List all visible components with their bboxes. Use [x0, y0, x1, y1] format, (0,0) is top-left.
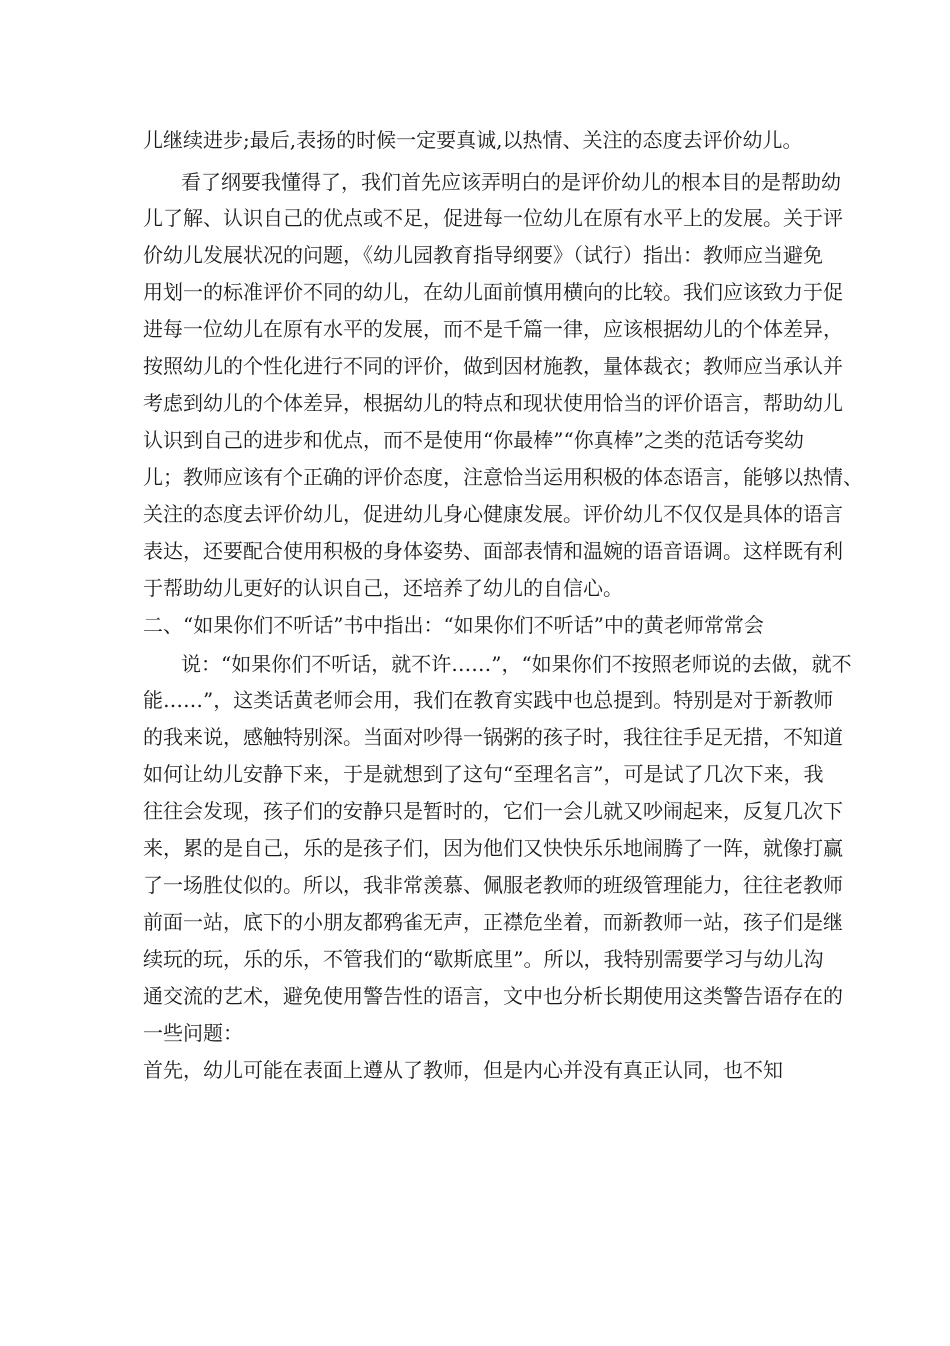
paragraph-line: 于帮助幼儿更好的认识自己，还培养了幼儿的自信心。: [143, 576, 623, 600]
paragraph-line: 前面一站，底下的小朋友都鸦雀无声，正襟危坐着，而新教师一站，孩子们是继: [143, 910, 843, 934]
paragraph-line: 往往会发现，孩子们的安静只是暂时的，它们一会儿就又吵闹起来，反复几次下: [143, 799, 843, 823]
paragraph-line: 儿了解、认识自己的优点或不足，促进每一位幼儿在原有水平上的发展。关于评: [143, 206, 843, 230]
paragraph-line: 进每一位幼儿在原有水平的发展，而不是千篇一律，应该根据幼儿的个体差异，: [143, 317, 843, 341]
paragraph-line: 的我来说，感触特别深。当面对吵得一锅粥的孩子时，我往往手足无措，不知道: [143, 725, 843, 749]
paragraph-line: 续玩的玩，乐的乐，不管我们的“歇斯底里”。所以，我特别需要学习与幼儿沟: [143, 947, 824, 971]
paragraph-line: 来，累的是自己，乐的是孩子们，因为他们又快快乐乐地闹腾了一阵，就像打赢: [143, 836, 843, 860]
paragraph-line: 了一场胜仗似的。所以，我非常羡慕、佩服老教师的班级管理能力，往往老教师: [143, 873, 843, 897]
paragraph-line: 价幼儿发展状况的问题，《幼儿园教育指导纲要》（试行）指出：教师应当避免: [143, 243, 823, 267]
paragraph-line: 一些问题：: [143, 1021, 243, 1045]
paragraph-line: 二、“如果你们不听话”书中指出：“如果你们不听话”中的黄老师常常会: [143, 613, 764, 637]
paragraph-line: 儿继续进步;最后,表扬的时候一定要真诚,以热情、关注的态度去评价幼儿。: [143, 128, 803, 152]
paragraph-line: 首先，幼儿可能在表面上遵从了教师，但是内心并没有真正认同，也不知: [143, 1058, 783, 1082]
paragraph-line: 通交流的艺术，避免使用警告性的语言，文中也分析长期使用这类警告语存在的: [143, 984, 843, 1008]
paragraph-line: 儿；教师应该有个正确的评价态度，注意恰当运用积极的体态语言，能够以热情、: [143, 465, 863, 489]
paragraph-line: 用划一的标准评价不同的幼儿，在幼儿面前慎用横向的比较。我们应该致力于促: [143, 280, 843, 304]
paragraph-line: 考虑到幼儿的个体差异，根据幼儿的特点和现状使用恰当的评价语言，帮助幼儿: [143, 391, 843, 415]
paragraph-line: 如何让幼儿安静下来，于是就想到了这句“至理名言”，可是试了几次下来，我: [143, 762, 824, 786]
paragraph-line: 按照幼儿的个性化进行不同的评价，做到因材施教，量体裁衣；教师应当承认并: [143, 354, 843, 378]
paragraph-line: 表达，还要配合使用积极的身体姿势、面部表情和温婉的语音语调。这样既有利: [143, 539, 843, 563]
paragraph-line: 认识到自己的进步和优点，而不是使用“你最棒”“你真棒”之类的范话夸奖幼: [143, 428, 804, 452]
paragraph-line: 说：“如果你们不听话，就不许……”，“如果你们不按照老师说的去做，就不: [181, 652, 852, 676]
paragraph-line: 看了纲要我懂得了，我们首先应该弄明白的是评价幼儿的根本目的是帮助幼: [181, 170, 841, 194]
paragraph-line: 能……”，这类话黄老师会用，我们在教育实践中也总提到。特别是对于新教师: [143, 688, 834, 712]
paragraph-line: 关注的态度去评价幼儿，促进幼儿身心健康发展。评价幼儿不仅仅是具体的语言: [143, 502, 843, 526]
